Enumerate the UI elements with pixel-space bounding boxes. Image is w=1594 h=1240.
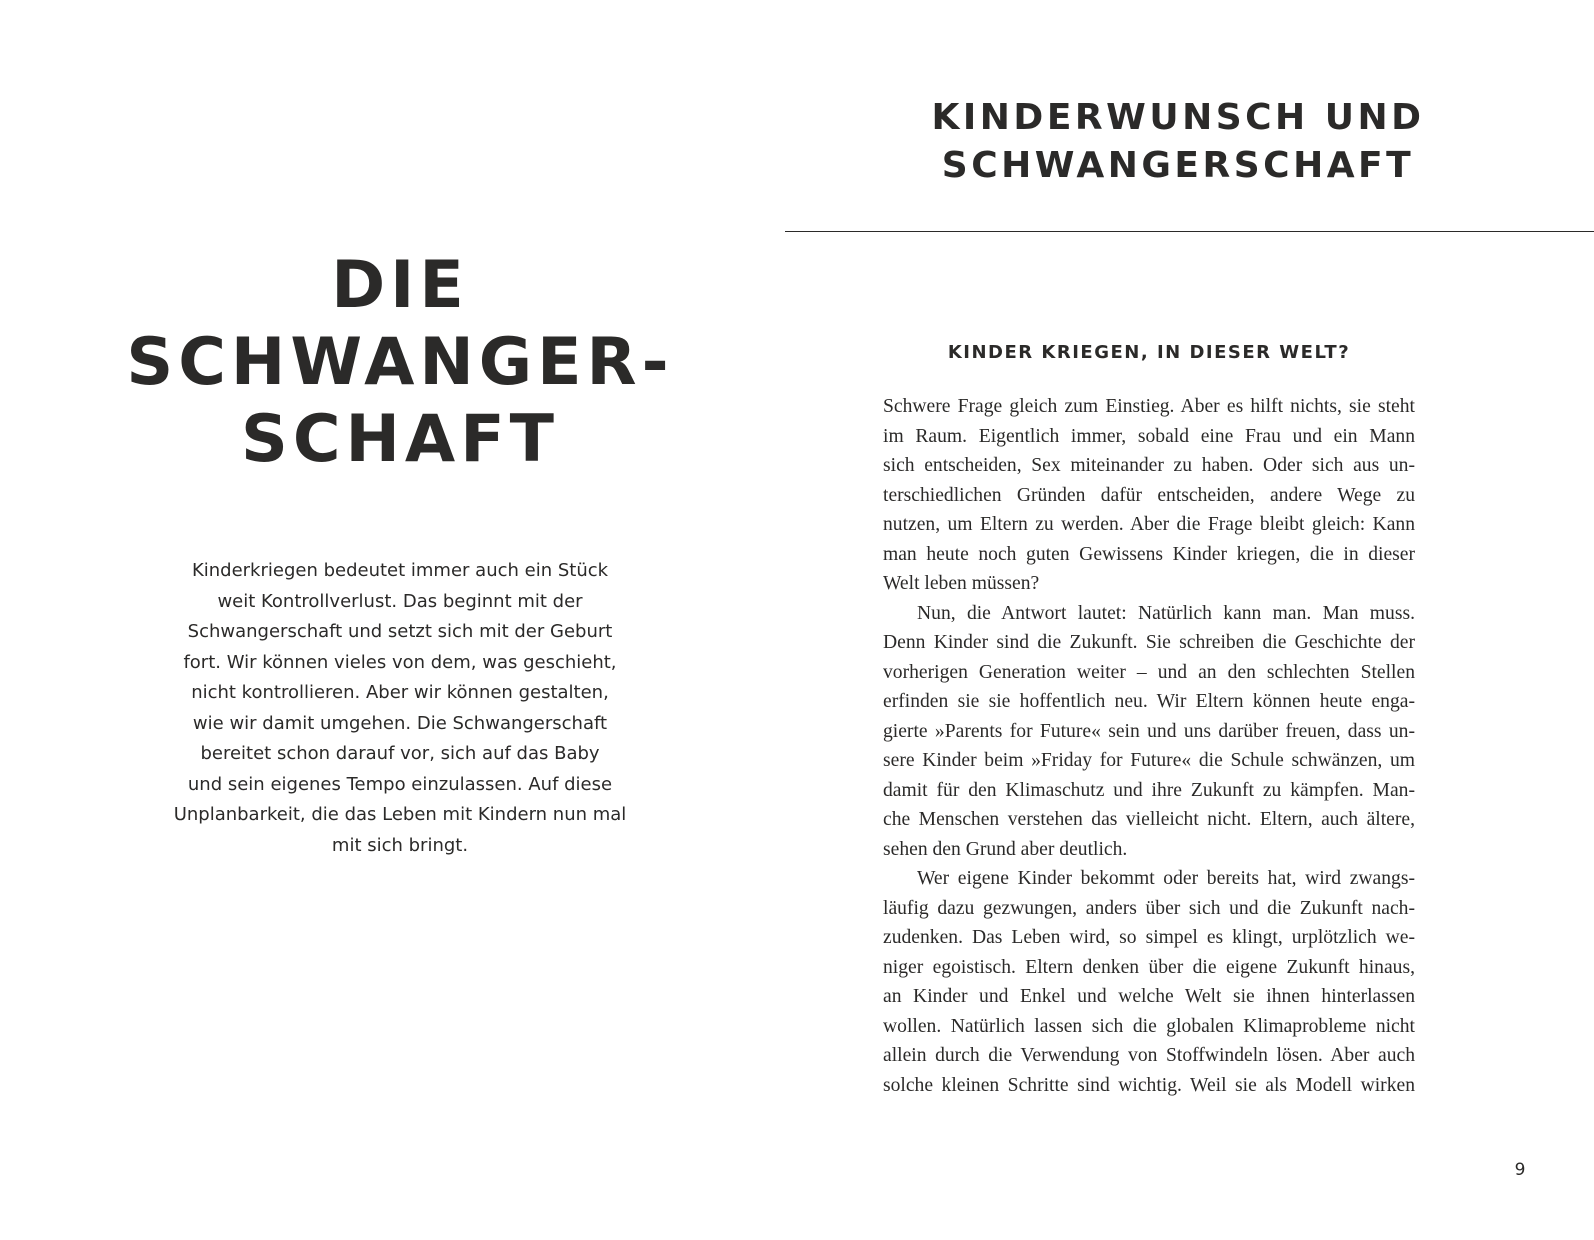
chapter-heading-line: SCHWANGERSCHAFT (941, 145, 1415, 186)
part-title-line: SCHWANGER- (126, 325, 674, 400)
intro-line: und sein eigenes Tempo einzulassen. Auf diese (187, 773, 613, 795)
part-title-line: DIE (331, 248, 469, 323)
body-line: im Raum. Eigentlich immer, sobald eine Frau und ein Mann (883, 425, 1415, 447)
intro-line: bereitet schon darauf vor, sich auf das Baby (200, 743, 600, 764)
part-title-line: SCHAFT (241, 402, 559, 477)
intro-line: nicht kontrollieren. Aber wir können gestalten, (191, 682, 609, 703)
part-title (100, 247, 700, 478)
body-line: terschiedlichen Gründen dafür entscheiden, andere Wege zu (883, 484, 1415, 506)
body-line: Nun, die Antwort lautet: Natürlich kann man. Man muss. (917, 602, 1415, 624)
body-line: läufig dazu gezwungen, anders über sich und die Zukunft nach- (883, 897, 1415, 919)
body-line: solche kleinen Schritte sind wichtig. Weil sie als Modell wirken (883, 1074, 1415, 1096)
body-line: gierte »Parents for Future« sein und uns darüber freuen, dass un- (883, 720, 1415, 742)
body-line: Welt leben müssen? (883, 573, 1040, 594)
section-heading: KINDER KRIEGEN, IN DIESER WELT? (947, 342, 1351, 363)
intro-line: weit Kontrollverlust. Das beginnt mit der (217, 590, 583, 612)
body-line: nutzen, um Eltern zu werden. Aber die Frage bleibt gleich: Kann (883, 514, 1415, 535)
body-line: allein durch die Verwendung von Stoffwindeln lösen. Aber auch (883, 1045, 1415, 1066)
intro-line: mit sich bringt. (331, 834, 469, 856)
intro-line: Kinderkriegen bedeutet immer auch ein Stück (191, 560, 609, 581)
body-line: Denn Kinder sind die Zukunft. Sie schreiben die Geschichte der (883, 632, 1415, 653)
body-line: Wer eigene Kinder bekommt oder bereits hat, wird zwangs- (917, 868, 1415, 889)
body-line: damit für den Klimaschutz und ihre Zukunft zu kämpfen. Man- (883, 779, 1415, 801)
body-line: zudenken. Das Leben wird, so simpel es klingt, urplötzlich we- (883, 927, 1415, 948)
body-line: an Kinder und Enkel und welche Welt sie ihnen hinterlassen (883, 986, 1415, 1007)
body-line: erfinden sie sie hoffentlich neu. Wir Eltern können heute enga- (883, 691, 1415, 712)
intro-line: wie wir damit umgehen. Die Schwangerschaft (192, 712, 608, 734)
body-line: vorherigen Generation weiter – und an den schlechten Stellen (883, 661, 1415, 683)
intro-line: fort. Wir können vieles von dem, was geschieht, (183, 651, 617, 673)
body-line: che Menschen verstehen das vielleicht nicht. Eltern, auch ältere, (883, 809, 1415, 830)
page-number: 9 (1514, 1160, 1526, 1180)
body-line: man heute noch guten Gewissens Kinder kriegen, die in dieser (883, 543, 1415, 565)
body-line: Schwere Frage gleich zum Einstieg. Aber es hilft nichts, sie steht (883, 396, 1415, 417)
chapter-heading-line: KINDERWUNSCH UND (931, 97, 1425, 138)
body-line: sere Kinder beim »Friday for Future« die Schule schwänzen, um (883, 750, 1415, 771)
body-line: sehen den Grund aber deutlich. (883, 838, 1128, 860)
chapter-divider (785, 231, 1594, 232)
intro-line: Schwangerschaft und setzt sich mit der Geburt (187, 621, 613, 642)
body-line: sich entscheiden, Sex miteinander zu haben. Oder sich aus un- (883, 455, 1415, 476)
body-line: wollen. Natürlich lassen sich die globalen Klimaprobleme nicht (883, 1015, 1415, 1037)
body-text (883, 392, 1415, 1100)
intro-line: Unplanbarkeit, die das Leben mit Kindern nun mal (173, 804, 627, 825)
body-line: niger egoistisch. Eltern denken über die eigene Zukunft hinaus, (883, 956, 1415, 978)
part-intro (140, 556, 660, 861)
chapter-heading (900, 94, 1456, 190)
